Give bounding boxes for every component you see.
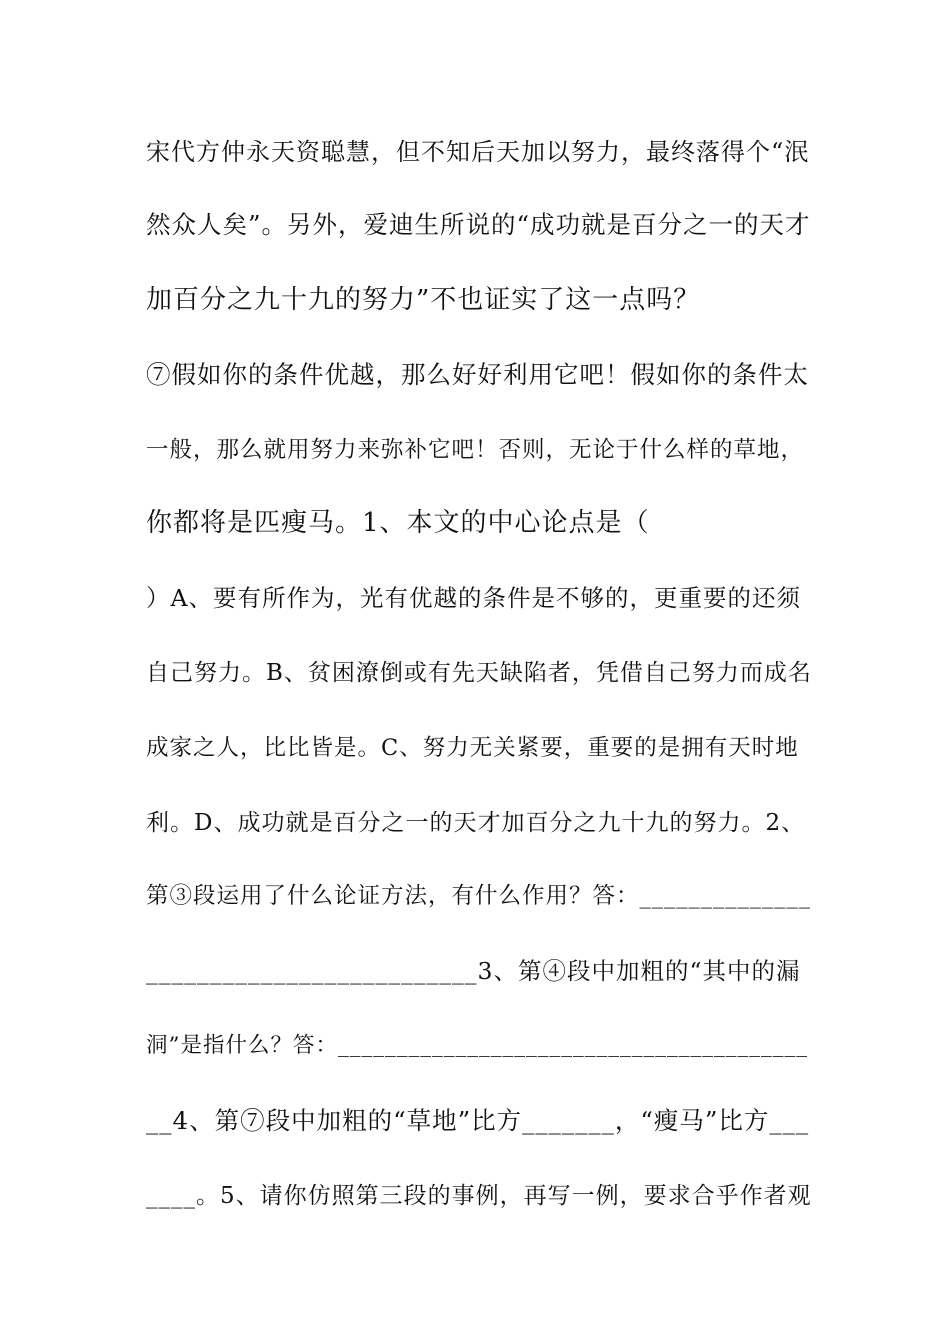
text-line: ⑦假如你的条件优越，那么好好利用它吧！假如你的条件太: [146, 360, 809, 389]
text-line: 你都将是匹瘦马。1、本文的中心论点是（: [146, 508, 650, 538]
text-line: 加百分之九十九的努力”不也证实了这一点吗？: [146, 285, 701, 315]
text-line: 成家之人，比比皆是。C、努力无关紧要，重要的是拥有天时地: [146, 735, 799, 761]
text-line: 洞”是指什么？答：________________________________________: [146, 1033, 808, 1058]
text-line: 然众人矣”。另外，爱迪生所说的“成功就是百分之一的天才: [146, 210, 811, 239]
text-line: 宋代方仲永天资聪慧，但不知后天加以努力，最终落得个“泯: [146, 138, 810, 166]
text-line: __4、第⑦段中加粗的“草地”比方_______，“瘦马”比方___: [146, 1106, 810, 1135]
text-line: ____。5、请你仿照第三段的事例，再写一例，要求合乎作者观: [146, 1183, 812, 1209]
text-line: __________________________3、第④段中加粗的“其中的漏: [146, 957, 801, 985]
text-line: 利。D、成功就是百分之一的天才加百分之九十九的努力。2、: [146, 810, 806, 836]
text-line: ）A、要有所作为，光有优越的条件是不够的，更重要的还须: [146, 584, 801, 612]
text-line: 自己努力。B、贫困潦倒或有先天缺陷者，凭借自己努力而成名: [146, 660, 812, 686]
text-line: 第③段运用了什么论证方法，有什么作用？答：______________: [146, 883, 812, 909]
text-line: 一般，那么就用努力来弥补它吧！否则，无论于什么样的草地，: [146, 437, 805, 463]
